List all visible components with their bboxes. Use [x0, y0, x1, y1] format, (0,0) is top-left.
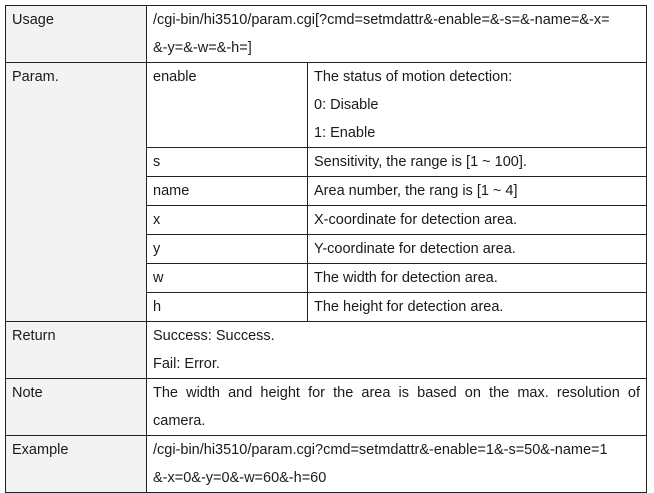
note-value — [147, 379, 647, 436]
param-row — [6, 63, 647, 148]
param-desc-line: 0: Disable — [314, 97, 379, 113]
example-line-2: &-x=0&-y=0&-w=60&-h=60 — [153, 470, 327, 486]
usage-line-2: &-y=&-w=&-h=] — [153, 40, 252, 56]
usage-row — [6, 6, 647, 63]
example-line-1: /cgi-bin/hi3510/param.cgi?cmd=setmdattr&-enable=1&-s=50&-name=1 — [153, 442, 608, 458]
param-desc — [308, 63, 647, 148]
note-line-2: camera. — [153, 413, 206, 429]
param-name: x — [147, 206, 308, 235]
usage-value — [147, 6, 647, 63]
param-name: y — [147, 235, 308, 264]
return-value — [147, 322, 647, 379]
param-name: h — [147, 293, 308, 322]
param-name: name — [147, 177, 308, 206]
note-row — [6, 379, 647, 436]
usage-line-1: /cgi-bin/hi3510/param.cgi[?cmd=setmdattr&-enable=&-s=&-name=&-x= — [153, 12, 610, 28]
param-desc-line: The status of motion detection: — [314, 69, 513, 85]
param-label: Param. — [6, 63, 147, 322]
param-name: w — [147, 264, 308, 293]
example-label: Example — [6, 436, 147, 493]
return-label: Return — [6, 322, 147, 379]
param-desc: Sensitivity, the range is [1 ~ 100]. — [308, 148, 647, 177]
note-line-1: The width and height for the area is based on the max. resolution of — [153, 385, 640, 401]
param-desc-line: 1: Enable — [314, 125, 376, 141]
note-label: Note — [6, 379, 147, 436]
param-desc: X-coordinate for detection area. — [308, 206, 647, 235]
return-row — [6, 322, 647, 379]
return-line-1: Success: Success. — [153, 328, 275, 344]
example-value — [147, 436, 647, 493]
param-desc: The height for detection area. — [308, 293, 647, 322]
param-name: enable — [147, 63, 308, 148]
param-desc: Area number, the rang is [1 ~ 4] — [308, 177, 647, 206]
param-desc: Y-coordinate for detection area. — [308, 235, 647, 264]
return-line-2: Fail: Error. — [153, 356, 220, 372]
cgi-parameter-table — [5, 5, 647, 493]
usage-label: Usage — [6, 6, 147, 63]
param-desc: The width for detection area. — [308, 264, 647, 293]
example-row — [6, 436, 647, 493]
param-name: s — [147, 148, 308, 177]
